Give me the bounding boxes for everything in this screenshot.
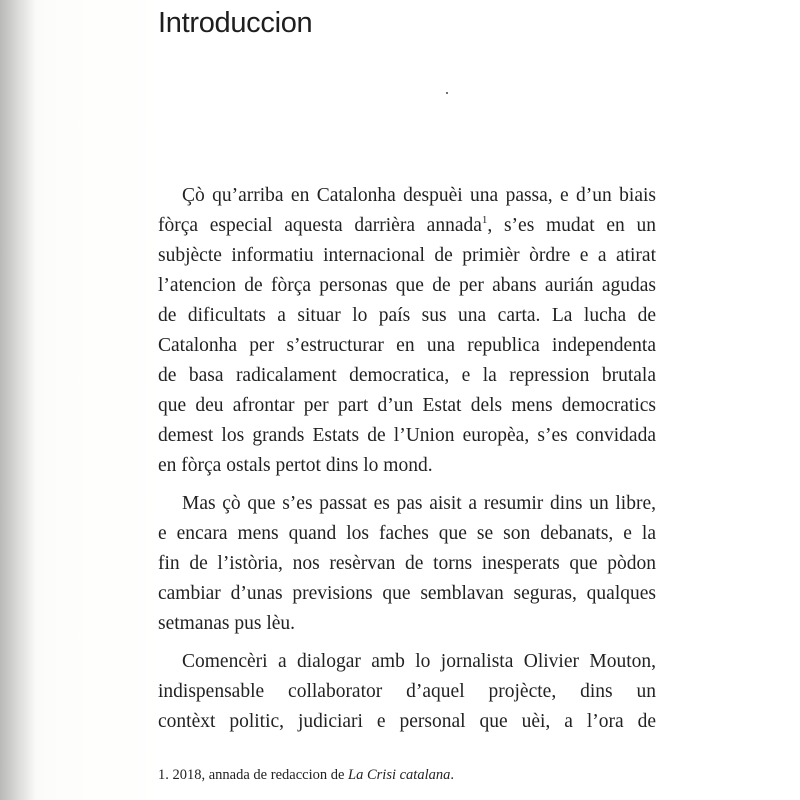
text-line: Comencèri a dialogar amb lo jornalista Olivier Mouton, [182,651,656,672]
text-line: fin de l’istòria, nos resèrvan de torns inesperats que pòdon [158,553,656,574]
text-line: subjècte informatiu internacional de primièr òrdre e a atirat [158,245,656,266]
text-line: cambiar d’unas previsions que semblavan seguras, qualques [158,583,656,604]
body-text [158,181,656,737]
text-line: demest los grands Estats de l’Union europèa, s’es convidada [158,425,656,446]
text-line: e encara mens quand los faches que se son debanats, e la [158,523,656,544]
text-line: en fòrça ostals pertot dins lo mond. [158,455,433,476]
footnote-reference[interactable]: 1 [481,214,488,226]
paragraph-2 [158,489,656,639]
text-line-part: , s’es mudat en un [487,215,656,236]
footnote-text: 1. 2018, annada de redaccion de [158,767,349,783]
footnote [158,767,454,784]
chapter-heading: Introduccion [158,7,313,39]
footnote-book-title: La Crisi catalana [348,767,451,783]
text-line: indispensable collaborator d’aquel projècte, dins un [158,681,656,702]
text-line: que deu afrontar per part d’un Estat dels mens democratics [158,395,656,416]
text-line: contèxt politic, judiciari e personal que uèi, a l’ora de [158,711,656,732]
text-line: Catalonha per s’estructurar en una republica independenta [158,335,656,356]
text-line: l’atencion de fòrça personas que de per abans aurián agudas [158,275,656,296]
text-line: de dificultats a situar lo país sus una carta. La lucha de [158,305,656,326]
text-line-part: fòrça especial aquesta darrièra annada [158,215,482,236]
book-binding-shadow [0,0,36,800]
footnote-end: . [450,767,454,783]
paper-speck [446,92,448,94]
paragraph-1 [158,181,656,481]
text-line: de basa radicalament democratica, e la repression brutala [158,365,656,386]
text-line: Mas çò que s’es passat es pas aisit a resumir dins un libre, [182,493,656,514]
paragraph-3 [158,647,656,737]
text-line: Çò qu’arriba en Catalonha despuèi una passa, e d’un biais [182,185,656,206]
text-line: setmanas pus lèu. [158,613,296,634]
text-line [158,211,656,241]
